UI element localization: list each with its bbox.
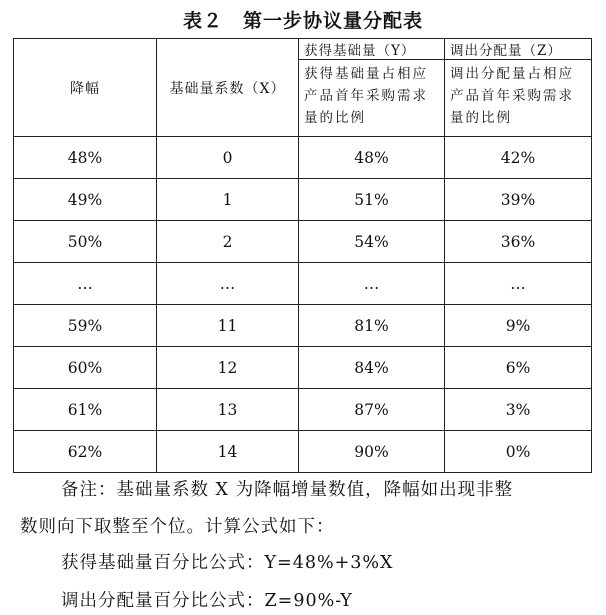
cell-coefficient: 11 bbox=[157, 305, 299, 347]
header-decline: 降幅 bbox=[14, 39, 157, 137]
cell-coefficient: 13 bbox=[157, 389, 299, 431]
table-row bbox=[14, 221, 592, 263]
table-row bbox=[14, 305, 592, 347]
cell-base-quantity: 84% bbox=[299, 347, 445, 389]
cell-decline: 61% bbox=[14, 389, 157, 431]
cell-transfer-quantity: … bbox=[445, 263, 592, 305]
header-base-coefficient: 基础量系数（X） bbox=[157, 39, 299, 137]
cell-decline: 62% bbox=[14, 431, 157, 473]
cell-decline: 60% bbox=[14, 347, 157, 389]
table-title: 表２ 第一步协议量分配表 bbox=[182, 10, 423, 32]
table-row bbox=[14, 263, 592, 305]
cell-decline: 59% bbox=[14, 305, 157, 347]
allocation-table bbox=[13, 38, 592, 473]
note-line-1: 备注：基础量系数 X 为降幅增量数值，降幅如出现非整 bbox=[61, 480, 514, 500]
table-row bbox=[14, 137, 592, 179]
cell-base-quantity: 48% bbox=[299, 137, 445, 179]
header-base-quantity-desc: 获得基础量占相应产品首年采购需求量的比例 bbox=[299, 60, 445, 137]
formula-base-quantity: 获得基础量百分比公式：Y=48%+3%X bbox=[61, 553, 394, 573]
cell-decline: … bbox=[14, 263, 157, 305]
table-row bbox=[14, 179, 592, 221]
cell-decline: 49% bbox=[14, 179, 157, 221]
cell-transfer-quantity: 39% bbox=[445, 179, 592, 221]
cell-transfer-quantity: 36% bbox=[445, 221, 592, 263]
cell-transfer-quantity: 3% bbox=[445, 389, 592, 431]
cell-base-quantity: 87% bbox=[299, 389, 445, 431]
cell-coefficient: … bbox=[157, 263, 299, 305]
cell-transfer-quantity: 6% bbox=[445, 347, 592, 389]
cell-base-quantity: 81% bbox=[299, 305, 445, 347]
cell-transfer-quantity: 0% bbox=[445, 431, 592, 473]
cell-coefficient: 12 bbox=[157, 347, 299, 389]
cell-base-quantity: 54% bbox=[299, 221, 445, 263]
cell-base-quantity: 90% bbox=[299, 431, 445, 473]
header-transfer-quantity-desc: 调出分配量占相应产品首年采购需求量的比例 bbox=[445, 60, 592, 137]
cell-coefficient: 14 bbox=[157, 431, 299, 473]
table-row bbox=[14, 347, 592, 389]
table-row bbox=[14, 431, 592, 473]
cell-decline: 48% bbox=[14, 137, 157, 179]
header-base-quantity: 获得基础量（Y） bbox=[299, 39, 445, 60]
cell-transfer-quantity: 9% bbox=[445, 305, 592, 347]
header-transfer-quantity: 调出分配量（Z） bbox=[445, 39, 592, 60]
cell-base-quantity: 51% bbox=[299, 179, 445, 221]
formula-transfer-quantity: 调出分配量百分比公式：Z=90%-Y bbox=[61, 591, 353, 611]
table-row bbox=[14, 389, 592, 431]
cell-coefficient: 0 bbox=[157, 137, 299, 179]
cell-coefficient: 2 bbox=[157, 221, 299, 263]
cell-base-quantity: … bbox=[299, 263, 445, 305]
note-line-2: 数则向下取整至个位。计算公式如下： bbox=[20, 517, 335, 537]
cell-coefficient: 1 bbox=[157, 179, 299, 221]
cell-transfer-quantity: 42% bbox=[445, 137, 592, 179]
cell-decline: 50% bbox=[14, 221, 157, 263]
